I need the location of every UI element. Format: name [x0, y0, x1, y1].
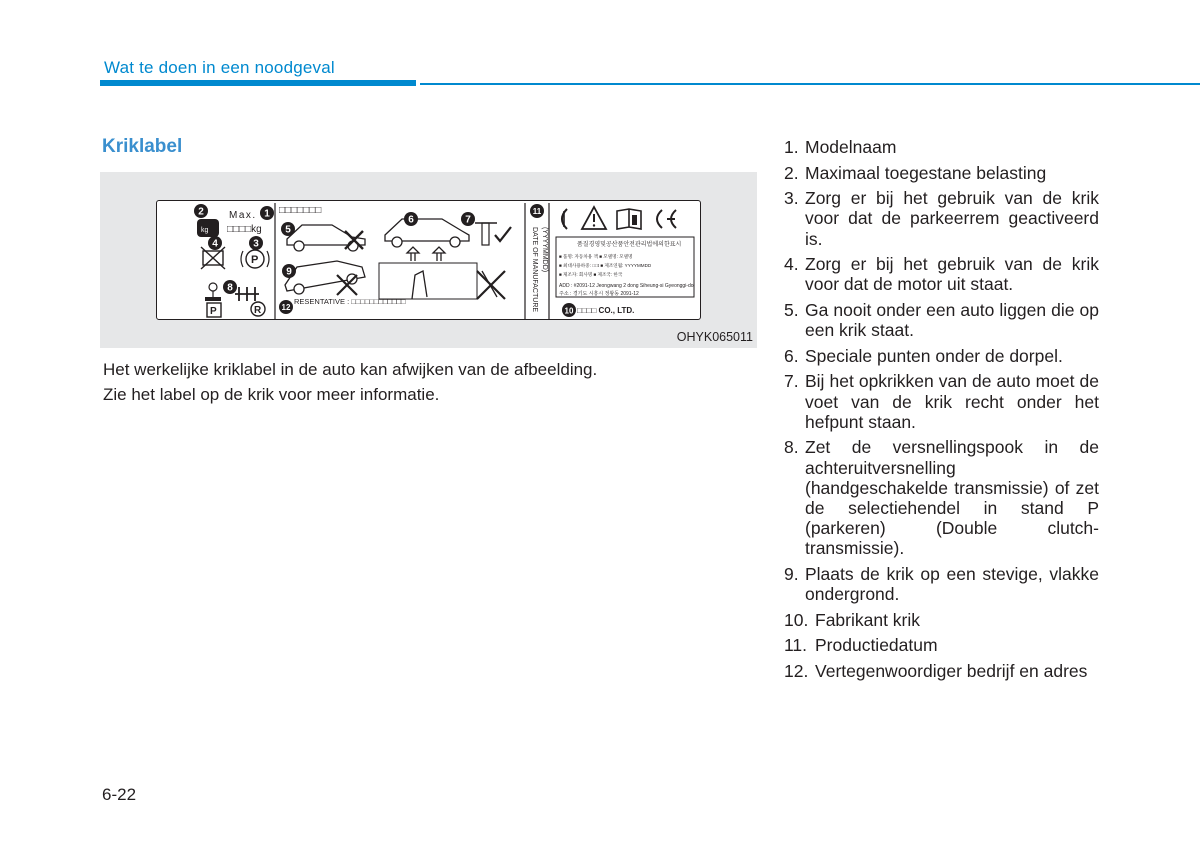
kg-value-text: □□□□kg	[227, 224, 262, 235]
svg-text:8: 8	[227, 282, 233, 294]
marker-4	[208, 236, 222, 250]
list-item	[784, 188, 1099, 249]
figure-caption: Het werkelijke kriklabel in de auto kan afwijken van de afbeelding.	[103, 360, 598, 379]
list-item-text: Ga nooit onder een auto liggen die op een krik staat.	[805, 299, 1099, 341]
list-item-text: Zorg er bij het gebruik van de krik voor dat de parkeerrem geactiveerd is.	[805, 188, 1099, 249]
address-text: ADD : #2091-12 Jeongwang 2 dong Siheung-si Gyeonggi-do,	[559, 283, 695, 289]
jack-label-legend-list	[784, 137, 1099, 687]
page-number: 6-22	[102, 785, 137, 804]
svg-text:4: 4	[212, 238, 218, 250]
svg-text:7: 7	[465, 214, 471, 226]
jack-label-card	[156, 200, 701, 320]
engine-off-icon	[201, 247, 225, 269]
marker-7	[461, 212, 475, 226]
list-item-number: 6.	[784, 345, 799, 366]
marker-8	[223, 280, 237, 294]
jack-uneven-warning-icon	[477, 271, 505, 299]
warning-triangle-icon	[582, 207, 606, 229]
manual-gear-pattern-icon	[235, 287, 265, 316]
list-item-text: Plaats de krik op een stevige, vlakke ondergrond.	[805, 563, 1099, 605]
figure-caption: Zie het label op de krik voor meer informatie.	[103, 385, 440, 404]
list-item-number: 9.	[784, 563, 799, 584]
list-item-text: Vertegenwoordiger bedrijf en adres	[815, 660, 1088, 681]
list-item-number: 1.	[784, 137, 799, 157]
maker-name-text: □□□□ CO., LTD.	[577, 306, 635, 315]
header-title: Wat te doen in een noodgeval	[104, 58, 335, 77]
figure-code: OHYK065011	[676, 330, 753, 344]
marker-5	[281, 222, 295, 236]
list-item-text: Zorg er bij het gebruik van de krik voor dat de motor uit staat.	[805, 254, 1099, 295]
svg-text:R: R	[254, 305, 262, 316]
list-item-text: Maximaal toegestane belasting	[805, 162, 1047, 183]
list-item	[784, 254, 1099, 294]
list-item	[784, 137, 1099, 157]
list-item	[784, 163, 1099, 183]
jack-label-illustration	[157, 201, 702, 321]
list-item	[784, 610, 1099, 630]
max-text: Max.	[229, 210, 257, 221]
list-item-text: Productiedatum	[815, 635, 938, 656]
marker-9	[282, 264, 296, 278]
list-item-number: 4.	[784, 254, 799, 275]
list-item-number: 11.	[784, 635, 808, 656]
list-item	[784, 300, 1099, 340]
model-name-placeholder: □□□□□□□	[279, 205, 322, 216]
date-of-manufacture-label: DATE OF MANUFACTURE	[531, 227, 538, 313]
list-item	[784, 346, 1099, 366]
list-item-number: 10.	[784, 609, 809, 630]
svg-text:10: 10	[564, 306, 574, 316]
list-item-number: 8.	[784, 437, 799, 458]
list-item-text: Zet de versnellingspook in de achteruitversnelling (handgeschakelde transmissie) of zet de selectiehendel in stand P (parkeren) (Double clutch-transmissie).	[805, 437, 1099, 559]
list-item-text: Fabrikant krik	[815, 609, 921, 630]
marker-6	[404, 212, 418, 226]
korean-row-text: ■ 최대사용하중: □□t ■ 제조연월: YYYYMMDD	[559, 263, 652, 268]
svg-text:P: P	[251, 254, 259, 266]
address-text: 주소 : 경기도 시흥시 정왕동 2091-12	[559, 291, 639, 297]
header-rule-thin	[420, 83, 1200, 85]
marker-10	[562, 303, 576, 317]
list-item-number: 7.	[784, 371, 799, 392]
svg-text:6: 6	[408, 214, 414, 226]
marker-2	[194, 204, 208, 218]
jack-correct-icon	[475, 223, 511, 245]
parking-brake-icon	[241, 250, 269, 268]
list-item	[784, 635, 1099, 655]
car-jack-points-icon	[385, 219, 469, 247]
korean-row-text: ■ 품명: 자동차용 잭 ■ 모델명: 모델명	[559, 254, 633, 259]
svg-text:P: P	[210, 306, 217, 317]
car-under-jack-warning-icon	[287, 225, 365, 251]
svg-text:11: 11	[532, 207, 542, 216]
svg-text:1: 1	[264, 208, 270, 220]
representative-text: RESENTATIVE : □□□□□□□□□□□□	[294, 297, 406, 306]
list-item-text: Bij het opkrikken van de auto moet de voet van de krik recht onder het hefpunt staan.	[805, 371, 1099, 432]
marker-3	[249, 236, 263, 250]
list-item	[784, 564, 1099, 604]
gear-shift-icon	[205, 283, 221, 317]
header-rule-thick	[100, 80, 416, 86]
list-item-number: 12.	[784, 660, 809, 681]
section-title: Kriklabel	[102, 136, 183, 157]
kc-mark-icon	[562, 209, 567, 229]
manual-book-icon	[617, 209, 641, 229]
list-item-number: 3.	[784, 188, 799, 209]
car-tilted-warning-icon	[285, 261, 365, 295]
marker-11	[530, 204, 544, 218]
marker-12	[279, 300, 293, 314]
list-item-number: 5.	[784, 299, 799, 320]
korean-header-text: 품질경영및공산품안전관리법에의한표시	[577, 242, 682, 248]
svg-text:12: 12	[281, 303, 291, 312]
figure-jack-label	[100, 172, 757, 348]
svg-text:3: 3	[253, 238, 259, 250]
list-item-number: 2.	[784, 162, 799, 183]
list-item-text: Speciale punten onder de dorpel.	[805, 345, 1063, 366]
ce-mark-icon	[657, 210, 676, 228]
marker-1	[260, 206, 274, 220]
korean-row-text: ■ 제조자: 회사명 ■ 제조국: 한국	[559, 272, 623, 277]
svg-text:2: 2	[198, 206, 204, 218]
sill-jack-point-icon	[379, 247, 477, 299]
date-format-label: (YYYYMMDD)	[541, 227, 548, 273]
list-item	[784, 437, 1099, 558]
kg-unit-text: kg	[201, 227, 209, 234]
list-item-text: Modelnaam	[805, 137, 897, 157]
list-item	[784, 371, 1099, 432]
svg-text:9: 9	[286, 266, 292, 278]
list-item	[784, 661, 1099, 681]
svg-text:5: 5	[285, 224, 291, 236]
